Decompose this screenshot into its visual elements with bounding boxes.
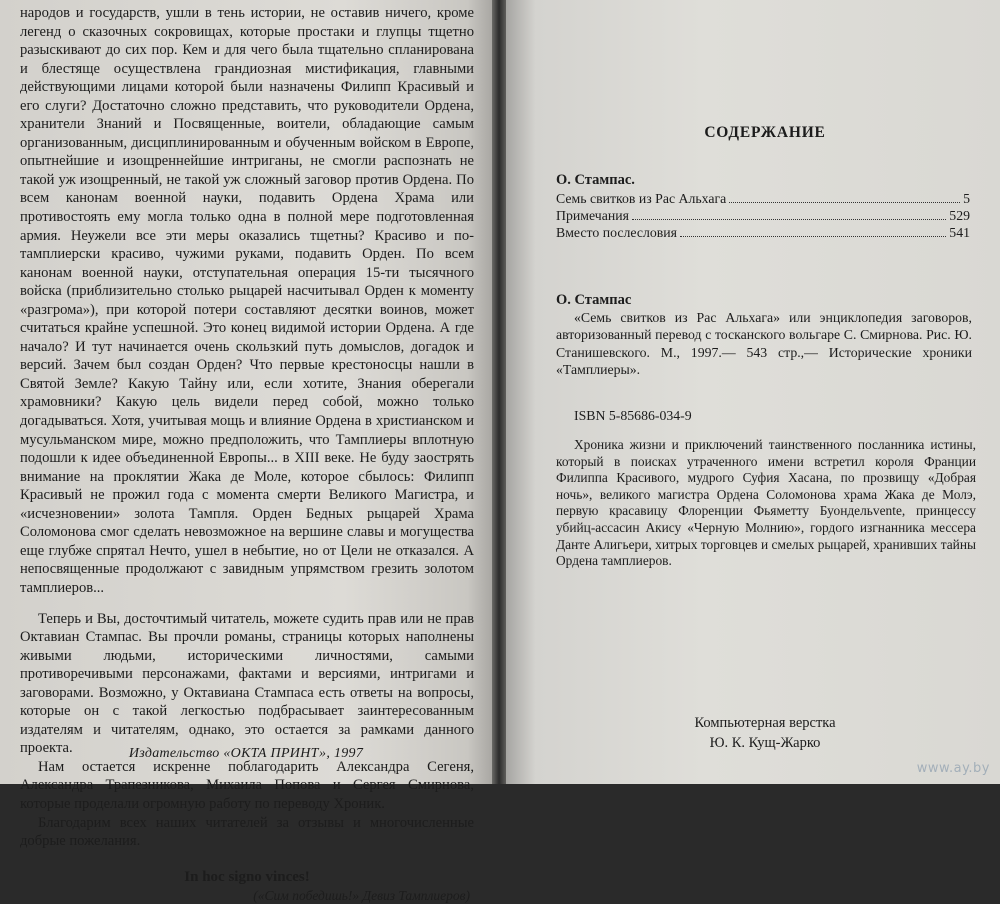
toc-entry-title: Вместо послесловия xyxy=(556,225,677,240)
left-paragraph-3: Нам остается искренне поблагодарить Александра Сегеня, Александра Трапезникова, Михаила Попова и Сергея Смирнова, которые проделали огромную работу по переводу Хроник. xyxy=(20,758,474,812)
table-of-contents xyxy=(556,191,970,242)
book-annotation: Хроника жизни и приключений таинственного посланника истины, который в поисках утраченного имени встретил короля Франции Филиппа Красивого, мудрого Суфия Хасана, по прозвищу «Добрая ночь», великого магистра Ордена Соломонова храма Жака де Молэ, первую красавицу Флоренции Фьяметту Буондельvente, принцессу убийц-ассасин Акису «Черную Молнию», гордого изгнанника мессера Данте Алигьери, хитрых торговцев и смелых рыцарей, хранивших тайны Ордена тамплиеров. xyxy=(556,437,976,569)
bibliographic-record xyxy=(556,292,972,378)
credits-person: Ю. К. Кущ-Жарко xyxy=(709,735,821,751)
layout-credits xyxy=(550,713,980,753)
toc-entry-title: Примечания xyxy=(556,208,629,223)
toc-entry-page: 541 xyxy=(949,225,970,240)
toc-leader-dots xyxy=(729,202,960,203)
isbn: ISBN 5-85686-034-9 xyxy=(574,408,692,423)
toc-entry xyxy=(556,208,970,225)
book-gutter xyxy=(492,0,506,784)
toc-entry xyxy=(556,191,970,208)
biblio-author: О. Стампас xyxy=(556,292,632,308)
right-page xyxy=(506,0,1000,784)
motto: In hoc signo vinces! xyxy=(184,868,310,885)
toc-entry-page: 5 xyxy=(963,191,970,206)
toc-entry-title: Семь свитков из Рас Альхага xyxy=(556,191,727,206)
toc-leader-dots xyxy=(632,219,946,220)
toc-leader-dots xyxy=(680,236,946,237)
publisher-imprint: Издательство «ОКТА ПРИНТ», 1997 xyxy=(128,746,364,761)
biblio-description: «Семь свитков из Рас Альхага» или энциклопедия заговоров, авторизованный перевод с тосканского вольгаре С. Смирнова. Рис. Ю. Станишевского. М., 1997.— 543 стр.,— Исторические хроники «Тамплиеры». xyxy=(556,310,972,377)
motto-translation: («Сим победишь!» Девиз Тамплиеров) xyxy=(253,887,470,903)
toc-title: СОДЕРЖАНИЕ xyxy=(704,124,826,141)
left-paragraph-2: Теперь и Вы, досточтимый читатель, можете судить прав или не прав Октавиан Стампас. Вы прочли романы, страницы которых наполнены живыми людьми, историческими личностями, самыми противоречивыми персонажами, фактами и версиями, интригами и заговорами. Возможно, у Октавиана Стампаса есть ответы на вопросы, которые он с такой легкостью подбрасывает заинтересованным издателям и читателям, однако, это остается за рамками данного проекта. xyxy=(20,610,474,757)
credits-role: Компьютерная верстка xyxy=(694,715,836,731)
toc-entry-page: 529 xyxy=(949,208,970,223)
left-page xyxy=(0,0,492,903)
left-paragraph-1: народов и государств, ушли в тень истории, не оставив ничего, кроме легенд о сказочных сокровищах, которые простаки и глупцы тщетно разыскивают до сих пор. Кем и для чего была тщательно спланирована и блестяще осуществлена грандиозная мистификация, главными действующими лицами которой были назначены Филипп Красивый и его слуги? Достаточно сложно представить, что руководители Ордена, хранители Знаний и Посвященные, воители, обладающие самым организованным, дисциплинированным и обученным войском в Европе, опытнейшие и изощреннейшие интриганы, не смогли распознать не такой уж изощренный, не такой уж сложный заговор против Ордена. По всем канонам военной науки, подавить Ордена Храма или противостоять ему могла только одна в полной мере подготовленная армия. Неужели все эти меры оказались тщетны? Красиво и по-тамплиерски красиво, чужими руками, подавить Орден. По всем канонам военной науки, отступательная операция 15-ти тысячного войска (приблизительно столько рыцарей насчитывал Орден к моменту «разгрома»), при которой потери составляют десятки воинов, может считаться крайне успешной. Это конец видимой истории Ордена. А где начало? И тут начинается очень скользкий путь домыслов, догадок и версий. Зачем был создан Орден? Что первые крестоносцы нашли в Святой Земле? Какую Тайну или, если хотите, Знания оберегали храмовники? Какую цель видели перед собой, можно только догадываться. Хотя, учитывая мощь и влияние Ордена в христианском и мусульманском мире, можно предположить, что Тамплиеры вплотную подошли к идее объединенной Европы... в XIII веке. Не буду заострять внимание на проклятии Жака де Моле, которое сбылось: Филипп Красивый не прожил года с момента смерти Великого Магистра, и «исчезновении» золота Тампля. Орден Бедных рыцарей Храма Соломонова смог сделать невозможное на вершине славы и могущества еще глубже спрятал Нечто, ушел в небытие, но от Цели не отказался. А непосвященные продолжают с завидным упрямством грезить золотом тамплиеров... xyxy=(20,5,474,596)
left-paragraph-4: Благодарим всех наших читателей за отзывы и многочисленные добрые пожелания. xyxy=(20,814,474,850)
watermark: www.ay.by xyxy=(916,761,990,776)
toc-entry xyxy=(556,225,970,242)
toc-author: О. Стампас. xyxy=(556,172,635,188)
